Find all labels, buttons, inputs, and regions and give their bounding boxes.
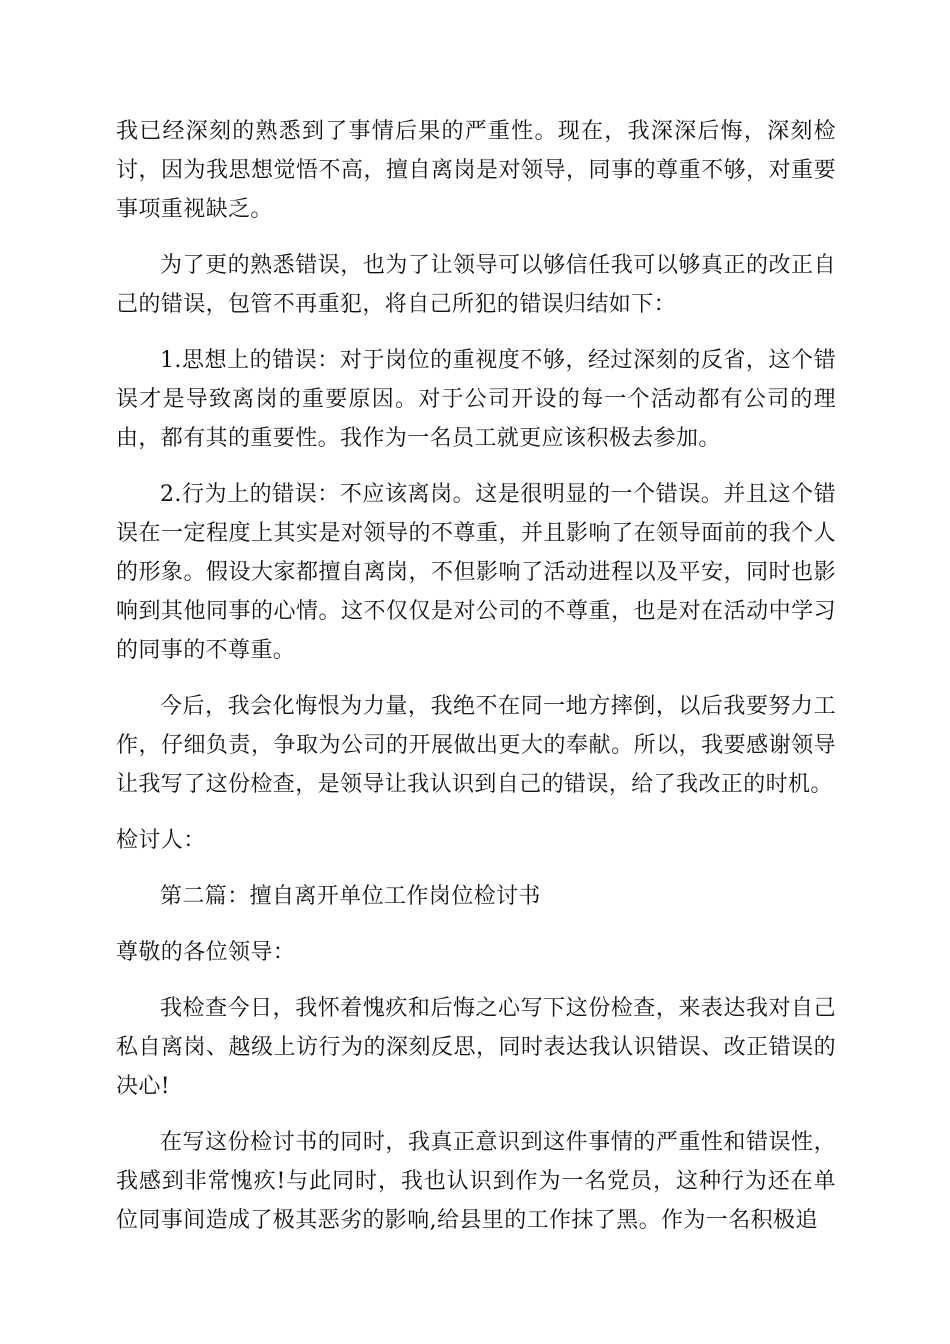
paragraph: 我已经深刻的熟悉到了事情后果的严重性。现在，我深深后悔，深刻检讨，因为我思想觉悟不高，擅自离岗是对领导，同事的尊重不够，对重要事项重视缺乏。 xyxy=(116,119,836,222)
signature-label: 检讨人： xyxy=(116,828,206,853)
paragraph: 在写这份检讨书的同时，我真正意识到这件事情的严重性和错误性，我感到非常愧疚!与此同时，我也认识到作为一名党员，这种行为还在单位同事间造成了极其恶劣的影响,给县里的工作抹了黑。作为一名积极追 xyxy=(116,1130,836,1233)
paragraph: 为了更的熟悉错误，也为了让领导可以够信任我可以够真正的改正自己的错误，包管不再重犯，将自己所犯的错误归结如下： xyxy=(116,253,836,317)
salutation: 尊敬的各位领导： xyxy=(116,940,296,965)
paragraph: 今后，我会化悔恨为力量，我绝不在同一地方摔倒，以后我要努力工作，仔细负责，争取为公司的开展做出更大的奉献。所以，我要感谢领导让我写了这份检查，是领导让我认识到自己的错误，给了我改正的时机。 xyxy=(116,694,836,797)
paragraph: 我检查今日，我怀着愧疚和后悔之心写下这份检查，来表达我对自己私自离岗、越级上访行为的深刻反思，同时表达我认识错误、改正错误的决心! xyxy=(116,996,836,1099)
paragraph: 1.思想上的错误：对于岗位的重视度不够，经过深刻的反省，这个错误才是导致离岗的重要原因。对于公司开设的每一个活动都有公司的理由，都有其的重要性。我作为一名员工就更应该积极去参加。 xyxy=(116,348,836,451)
paragraph: 2.行为上的错误：不应该离岗。这是很明显的一个错误。并且这个错误在一定程度上其实是对领导的不尊重，并且影响了在领导面前的我个人的形象。假设大家都擅自离岗，不但影响了活动进程以及平安，同时也影响到其他同事的心情。这不仅仅是对公司的不尊重，也是对在活动中学习的同事的不尊重。 xyxy=(116,482,836,663)
section-heading: 第二篇：擅自离开单位工作岗位检讨书 xyxy=(160,884,541,909)
document-body xyxy=(116,112,836,1257)
